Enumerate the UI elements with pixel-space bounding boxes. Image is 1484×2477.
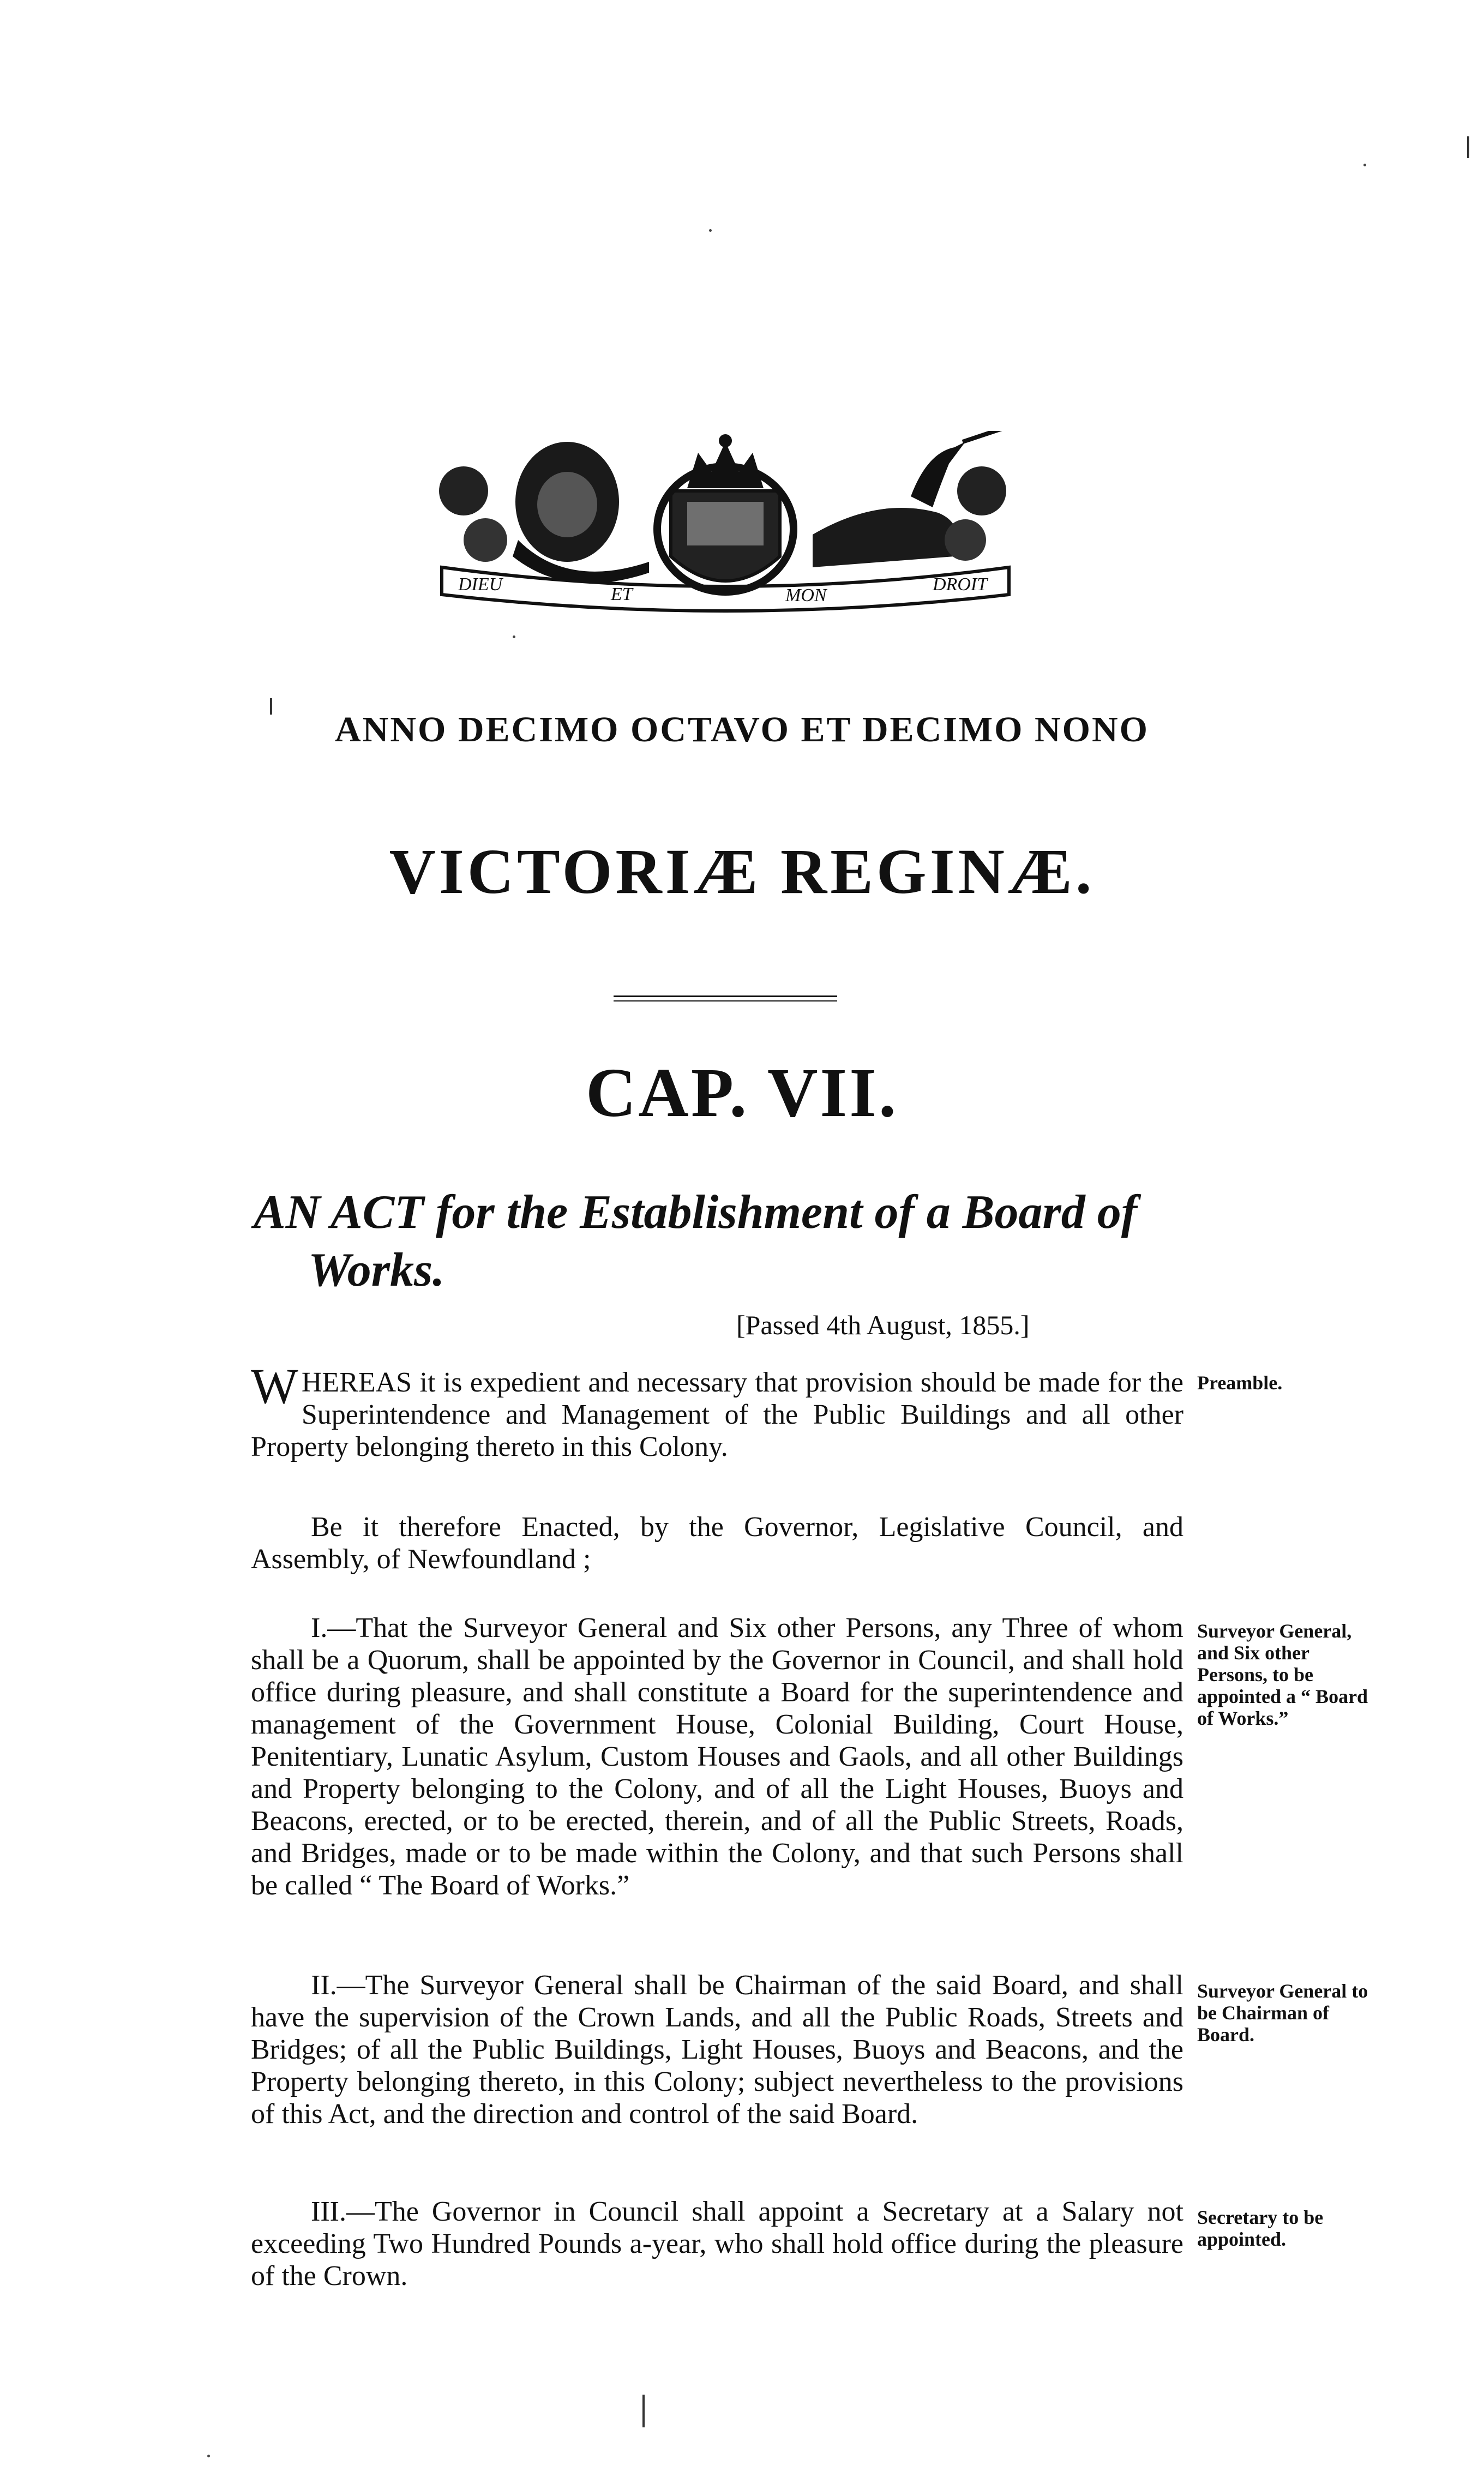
scan-speck [709,229,712,232]
chapter-number: CAP. VII. [585,1054,899,1131]
margin-note-section-2: Surveyor General to be Chairman of Board. [1197,1980,1368,2046]
scan-mark [270,698,272,715]
regnal-year-heading: ANNO DECIMO OCTAVO ET DECIMO NONO [335,710,1149,749]
scan-mark [1467,136,1469,158]
svg-text:DIEU: DIEU [458,574,503,595]
svg-text:MON: MON [785,585,827,605]
svg-text:DROIT: DROIT [933,574,988,595]
drop-cap: W [251,1358,298,1414]
ornamental-rule [614,995,837,1001]
section-2-paragraph: II.—The Surveyor General shall be Chairman of the said Board, and shall have the supervision of the Crown Lands, and all the Public Roads, Streets and Bridges; of all the Public Buildings, Light Houses, Buoys and Beacons, and the Property belonging thereto, in this Colony; subject nevertheless to the provisions of this Act, and the direction and control of the said Board. [251,1970,1183,2130]
svg-text:ET: ET [611,584,633,604]
royal-coat-of-arms-image [431,431,1020,616]
scan-speck [207,2455,210,2457]
margin-note-section-1: Surveyor General, and Six other Persons, to be appointed a “ Board of Works.” [1197,1620,1368,1729]
margin-note-section-3: Secretary to be appointed. [1197,2206,1324,2250]
scan-speck [1363,164,1366,166]
passed-date: [Passed 4th August, 1855.] [736,1310,1030,1340]
margin-note-preamble: Preamble. [1197,1372,1283,1394]
reign-title: VICTORIÆ REGINÆ. [389,836,1095,907]
act-title-line-2: Works. [308,1244,445,1297]
section-1-paragraph: I.—That the Surveyor General and Six other Persons, any Three of whom shall be a Quorum, shall be appointed by the Governor in Council, and shall hold office during pleasure, and shall constitute a Board for the superintendence and management of the Government House, Colonial Building, Court House, Penitentiary, Lunatic Asylum, Custom Houses and Gaols, and all other Buildings and Property belonging to the Colony, and of all the Light Houses, Buoys and Beacons, erected, or to be erected, therein, and of all the Public Streets, Roads, and Bridges, made or to be made within the Colony, and that such Persons shall be called “ The Board of Works.” [251,1612,1183,1901]
preamble-rest: made for the Superintendence and Management of the Public Buildings and all other Property belonging thereto in this Colony. [251,1367,1183,1462]
act-title-line-1: AN ACT for the Establishment of a Board of [254,1186,1138,1239]
preamble-paragraph [251,1358,1183,1463]
act-title [254,1184,1235,1299]
enacting-clause: Be it therefore Enacted, by the Governor, Legislative Council, and Assembly, of Newfoundland ; [251,1512,1183,1575]
scan-mark [642,2395,645,2427]
section-3-paragraph: III.—The Governor in Council shall appoint a Secretary at a Salary not exceeding Two Hundred Pounds a-year, who shall hold office during the pleasure of the Crown. [251,2196,1183,2292]
preamble-first-line: HEREAS it is expedient and necessary that provision should be [301,1367,1031,1398]
scan-speck [513,635,515,638]
